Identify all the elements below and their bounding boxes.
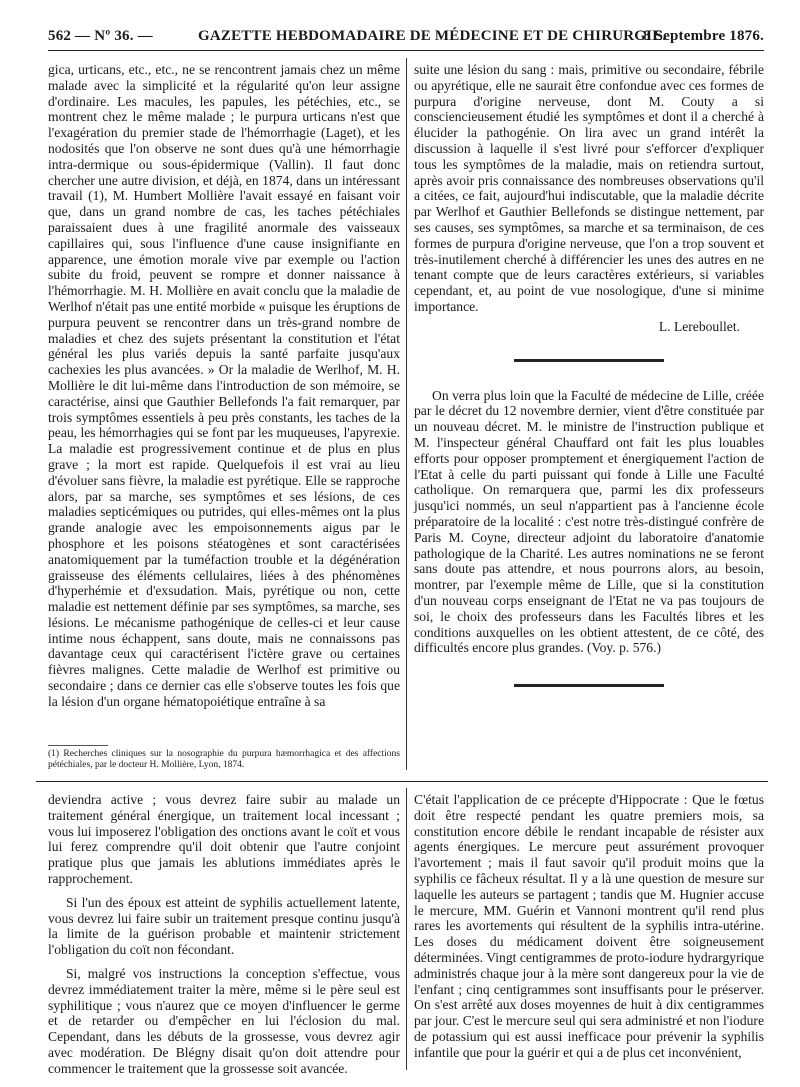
column-divider-top: [406, 58, 407, 770]
article-paragraph: deviendra active ; vous devrez faire subir au malade un traitement général énergique, un traitement local incessant ; vous lui imposerez l'obligation des onctions avant le coït et vous lui ferez comprendre qu'il doit obtenir que l'autre conjoint pratique plus que jamais les ablutions immédiates après le rapprochement.: [48, 792, 400, 886]
news-paragraph: On verra plus loin que la Faculté de médecine de Lille, créée par le décret du 12 novembre dernier, vient d'être constituée par un nouveau décret. M. le ministre de l'instruction publique et M. l'inspecteur général Chauffard ont fait les plus louables efforts pour opposer promptement et énergiquement l'action de l'Etat à celle du parti puissant qui fonde à Lille une Faculté catholique. On remarquera que, parmi les dix professeurs jusqu'ici nommés, un seul n'appartient pas à l'ancienne école préparatoire de la localité : c'est notre très-distingué confrère de Paris M. Coyne, directeur adjoint du laboratoire d'anatomie pathologique de la Charité. Les autres nominations ne se feront sans doute pas attendre, et nous pourrons alors, au besoin, montrer, par l'exemple même de Lille, que si la constitution d'un nouveau corps enseignant de l'Etat ne va pas toujours de soi, le choix des professeurs dans les Facultés libres et les conditions auxquelles on les obtient attestent, de ce côté, des difficultés encore plus grandes. (Voy. p. 576.): [414, 387, 764, 656]
column-right-bottom: [414, 792, 764, 1061]
column-left-bottom: [48, 792, 400, 1077]
page-number-issue: 562 — Nº 36. —: [48, 28, 153, 44]
article-paragraph: Si, malgré vos instructions la conception s'effectue, vous devrez immédiatement traiter la mère, même si le père seul est syphilitique ; vous n'aurez que ce moyen d'influencer le germe et de retarder ou d'empêcher en lui l'éclosion du mal. Cependant, dans les débuts de la grossesse, vous devrez agir avec modération. De Blégny disait qu'on doit attendre pour commencer le traitement que la grossesse soit avancée.: [48, 965, 400, 1076]
header-rule: [48, 50, 764, 51]
footnote: (1) Recherches cliniques sur la nosographie du purpura hæmorrhagica et des affections pétéchiales, par le docteur H. Mollière, Lyon, 1874.: [48, 749, 400, 770]
article-paragraph: gica, urticans, etc., etc., ne se rencontrent jamais chez un même malade avec la simplicité et la régularité qu'on leur assigne d'ordinaire. Les macules, les papules, les pétéchies, etc., se montrent chez le même malade ; le purpura urticans n'est que l'exagération du premier stade de l'hémorrhagie (Laget), et les nodosités que l'on observe ne sont dues qu'à une hémorrhagie intra-dermique ou sous-épidermique (Vallin). Il faut donc chercher une autre division, et déjà, en 1874, dans un intéressant travail (1), M. Humbert Mollière l'avait essayé en faisant voir que, dans un grand nombre de cas, les taches pétéchiales paraissaient dues à une fragilité anormale des vaisseaux capillaires qui, sous l'influence d'une cause insignifiante en apparence, une émotion morale vive par exemple ou l'action subite du froid, peuvent se rompre et donner naissance à l'hémorrhagie. M. H. Mollière en avait conclu que la maladie de Werlhof n'était pas une entité morbide « puisque les éruptions de purpura peuvent se rencontrer dans un très-grand nombre de maladies et chez des sujets présentant la constitution et l'état général les plus variés depuis la santé parfaite jusqu'aux cachexies les plus avancées. » Or la maladie de Werlhof, M. H. Mollière le dit lui-même dans l'introduction de son mémoire, se caractérise, ainsi que Gauthier Bellefonds l'a fait remarquer, par trois symptômes essentiels à peu près constants, les taches de la peau, les hémorrhagies qui se font par les muqueuses, l'apyrexie. La maladie est progressivement continue et de plus en plus grave ; la mort est rapide. Quelquefois il est vrai au lieu d'évoluer sans fièvre, la maladie est pyrétique. Elle se rapproche alors, par sa marche, ses symptômes et ses lésions, de ces maladies septicémiques ou putrides, qui elles-mêmes ont la plus grande analogie avec les empoisonnements aigus par le phosphore et les poisons stéatogènes et sont caractérisées anatomiquement par la tuméfaction trouble et la dégénération graisseuse des éléments cellulaires, liées à des phénomènes d'hyperhémie et d'exsudation. Mais, pyrétique ou non, cette maladie est nettement définie par ses symptômes, sa marche, ses lésions. Le mécanisme pathogénique de celles-ci et leur cause intime nous échappent, sans doute, mais ne connaissons pas davantage ceux qui caractérisent l'ictère grave ou certaines fièvres malignes. Cette maladie de Werlhof est primitive ou secondaire ; dans ce dernier cas elle s'observe toutes les fois que la lésion d'un organe hématopoiétique entraîne à sa: [48, 62, 401, 709]
article-paragraph: Si l'un des époux est atteint de syphilis actuellement latente, vous devrez lui faire subir un traitement presque continu jusqu'à la limite de la guérison probable et maintenir strictement l'obligation du coït non fécondant.: [48, 894, 400, 958]
decorative-rule: [514, 359, 664, 362]
author-signature: L. Lereboullet.: [658, 318, 740, 334]
article-paragraph: C'était l'application de ce précepte d'Hippocrate : Que le fœtus doit être respecté pendant les quatre premiers mois, sa constitution encore débile le rendant incapable de résister aux agents énergiques. Le mercure peut assurément provoquer l'avortement ; mais il faut savoir qu'il produit moins que la syphilis ce fâcheux résultat. Il y a là une question de mesure sur laquelle les auteurs se partagent ; tandis que M. Hugnier accuse le mercure, MM. Guérin et Vannoni montrent qu'il rend plus rares les avortements qui résultent de la syphilis intra-utérine. Les doses du médicament doivent être soigneusement déterminées. Vingt centigrammes de proto-iodure hydrargyrique administrés chaque jour à la mère sont dangereux pour la vie de l'enfant ; cinq centigrammes sont insuffisants pour le préserver. On s'est arrêté aux doses moyennes de huit à dix centigrammes par jour. C'est le mercure seul qui sera administré et non l'iodure de potassium qui est aussi inefficace pour prévenir la syphilis infantile que pour la guérir et qui a de plus cet inconvénient,: [414, 792, 764, 1060]
footnote-separator: [48, 745, 108, 746]
page-header: [48, 26, 764, 46]
journal-title: GAZETTE HEBDOMADAIRE DE MÉDECINE ET DE CHIRURGIE.: [198, 28, 667, 44]
issue-date: 8 Septembre 1876.: [642, 28, 764, 44]
column-left-top: [48, 62, 400, 710]
decorative-rule: [514, 684, 664, 687]
column-right-top: [414, 62, 764, 687]
article-paragraph: suite une lésion du sang : mais, primitive ou secondaire, fébrile ou apyrétique, elle ne saurait être confondue avec ces formes de purpura d'origine nerveuse, dont M. Couty a si consciencieusement étudié les symptômes et dont il a cherché à élucider la pathogénie. On lira avec un grand intérêt la discussion à laquelle il s'est livré pour s'efforcer d'expliquer tous les symptômes de la maladie, mais on retiendra surtout, après avoir pris connaissance des nombreuses observations qu'il a citées, ce fait, aujourd'hui indiscutable, que la maladie décrite par Werlhof et Gauthier Bellefonds se distingue nettement, par ses causes, ses symptômes, sa marche et sa terminaison, de ces formes de purpura d'origine nerveuse, que l'on a trop souvent et très-inutilement cherché à différencier les unes des autres en ne tenant compte que de leurs caractères extérieurs, si variables cependant, et, au point de vue nosologique, d'une si minime importance.: [414, 62, 764, 314]
section-divider: [36, 781, 768, 782]
column-divider-bottom: [406, 788, 407, 1070]
